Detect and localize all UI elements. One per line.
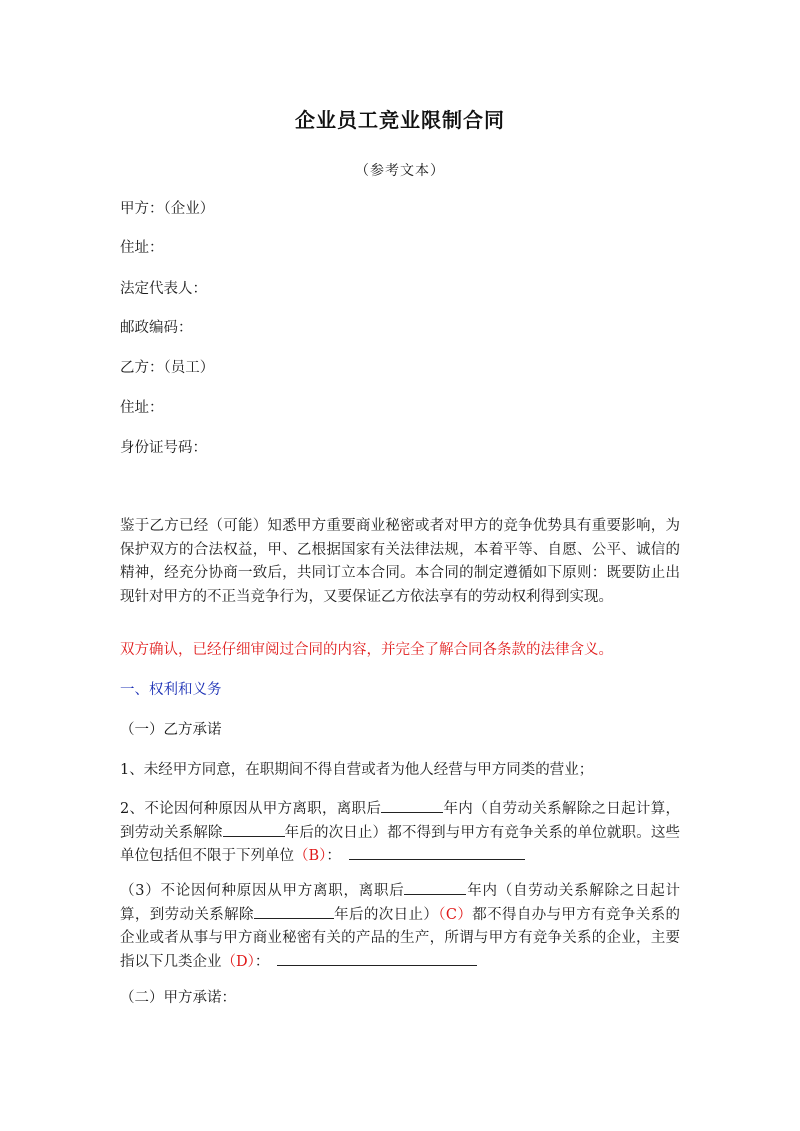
party-b-address: 住址：	[120, 400, 164, 416]
units-blank-field[interactable]	[349, 845, 525, 860]
party-b-line: 乙方：（员工）	[120, 360, 215, 376]
clause-3-text-b: 年内（自劳动关系解除之日起计算，到劳动关系解除	[120, 883, 680, 923]
clause-1: 1、未经甲方同意，在职期间不得自营或者为他人经营与甲方同类的营业；	[120, 762, 594, 778]
years-blank-field[interactable]	[381, 798, 443, 813]
subsection-party-b-commitments: （一）乙方承诺	[120, 722, 222, 738]
clause-2-text-c: 年后的次日止）都不得到与甲方有竞争关系的单位就职。这些单位包括但不限于下列单位	[120, 824, 680, 864]
subsection-party-a-commitments: （二）甲方承诺：	[120, 990, 236, 1006]
marker-d: （D）	[221, 953, 255, 970]
clause-3-text-d: 都不得自办与甲方有竞争关系的企业或者从事与甲方商业秘密有关的产品的生产，所谓与甲方有竞争关系的企业，主要指以下几类企业	[120, 906, 681, 970]
clause-2-text-b: 年内（自劳动关系解除之日起计算，到劳动关系解除	[120, 801, 681, 841]
document-title: 企业员工竞业限制合同	[295, 108, 505, 132]
marker-b: （B）	[294, 848, 327, 864]
years-blank-field[interactable]	[223, 822, 285, 837]
years-blank-field[interactable]	[254, 904, 334, 919]
document-subtitle: （参考文本）	[355, 163, 445, 179]
party-a-address: 住址：	[120, 240, 164, 256]
clause-3-text-c: 年后的次日止）	[333, 906, 439, 923]
clause-2-colon: ：	[326, 848, 341, 864]
section-rights-obligations: 一、权利和义务	[120, 682, 222, 698]
preamble-paragraph: 鉴于乙方已经（可能）知悉甲方重要商业秘密或者对甲方的竞争优势具有重要影响，为保护双方的合法权益，甲、乙根据国家有关法律法规，本着平等、自愿、公平、诚信的精神，经充分协商一致后，共同订立本合同。本合同的制定遵循如下原则：既要防止出现针对甲方的不正当竞争行为，又要保证乙方依法享有的劳动权利得到实现。	[120, 518, 680, 605]
party-a-line: 甲方：（企业）	[120, 201, 215, 217]
id-number: 身份证号码：	[120, 440, 207, 456]
clause-2-text-a: 2、不论因何种原因从甲方离职，离职后	[120, 801, 382, 817]
clause-3-colon: ：	[254, 953, 270, 970]
marker-c: （C）	[438, 906, 473, 923]
clause-3-text-a: （3）不论因何种原因从甲方离职，离职后	[120, 883, 405, 899]
legal-representative: 法定代表人：	[120, 281, 207, 297]
enterprise-types-blank-field[interactable]	[277, 951, 477, 966]
years-blank-field[interactable]	[404, 880, 466, 895]
confirmation-statement: 双方确认，已经仔细审阅过合同的内容，并完全了解合同各条款的法律含义。	[120, 642, 613, 658]
clause-3	[120, 880, 680, 974]
postal-code: 邮政编码：	[120, 320, 193, 336]
clause-2	[120, 798, 680, 869]
